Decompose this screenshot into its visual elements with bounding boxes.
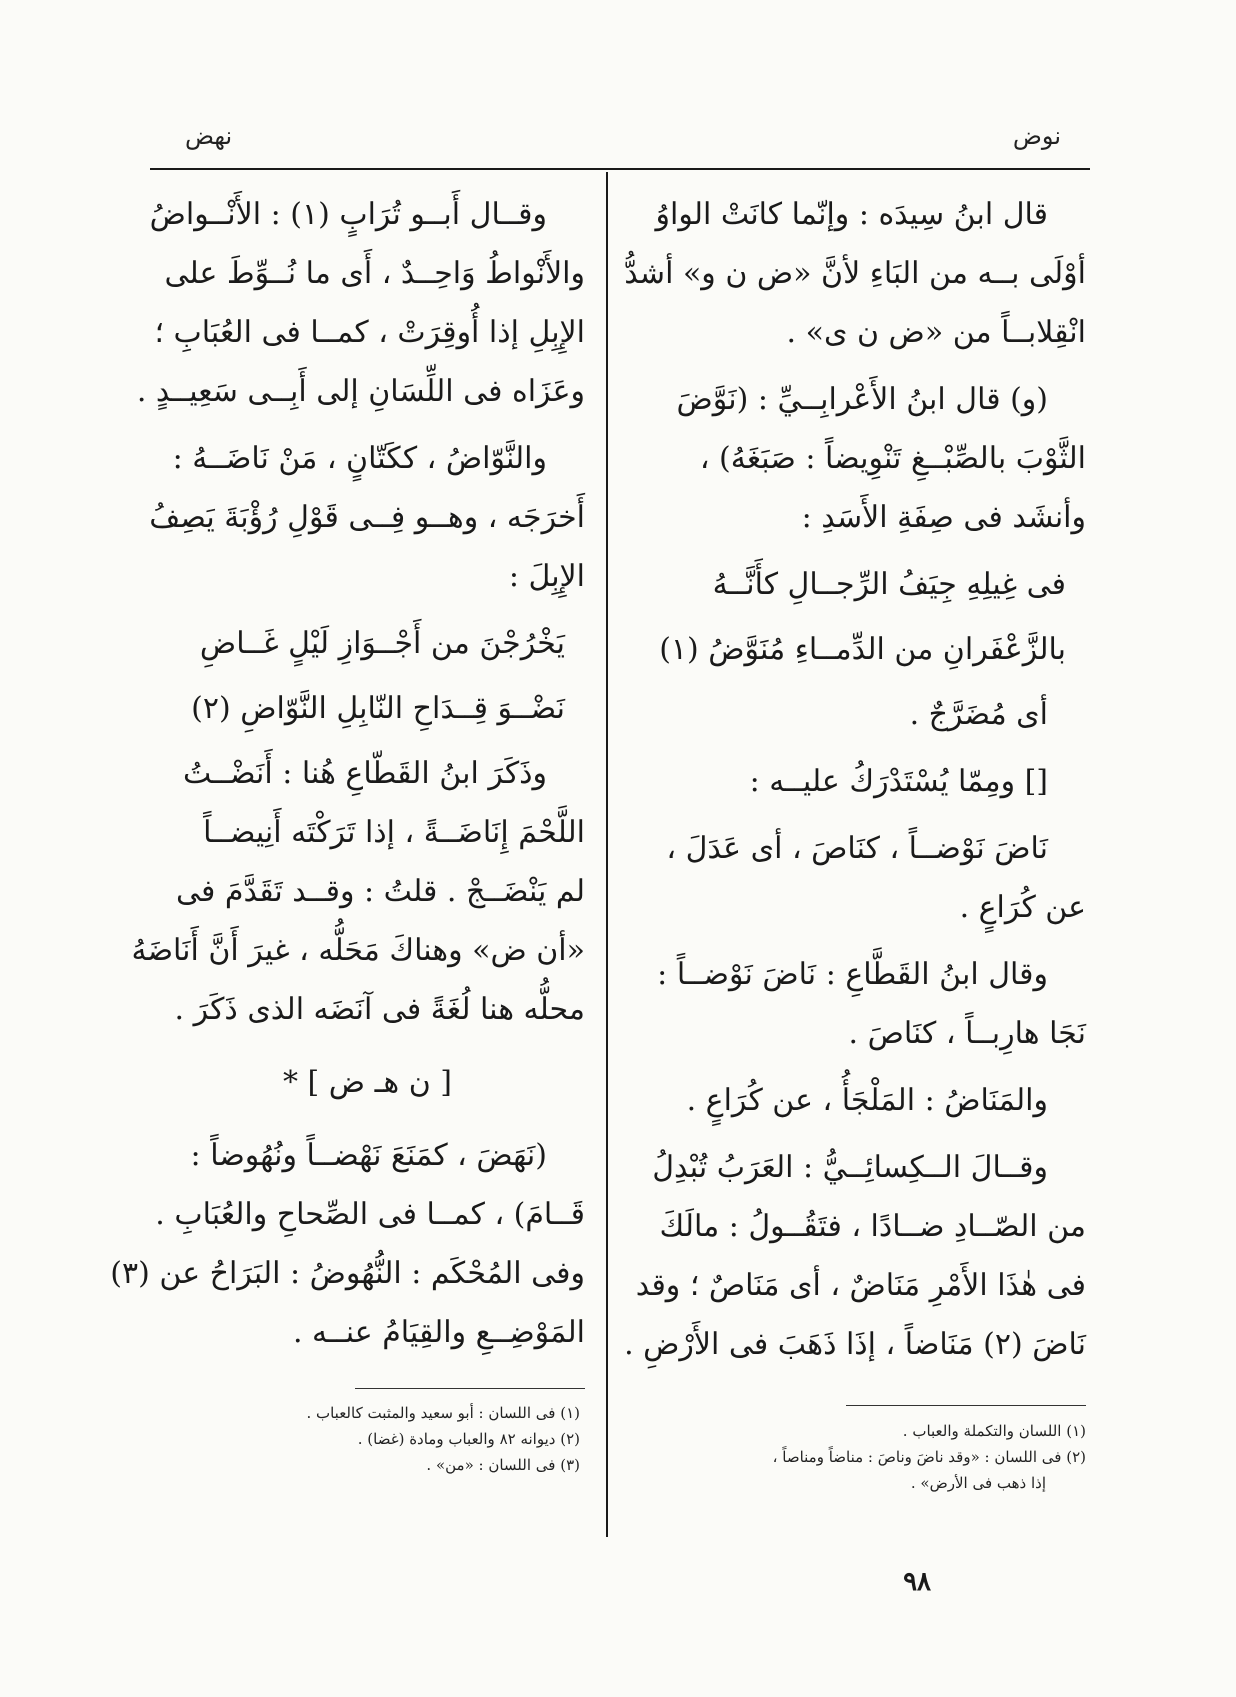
text-line: أى مُضَرَّجٌ . xyxy=(909,697,1048,732)
text-line: فى هٰذَا الأَمْرِ مَنَاضٌ ، أى مَنَاصٌ ؛ وقد xyxy=(635,1268,1086,1303)
text-line: وأنشَد فى صِفَةِ الأَسَدِ : xyxy=(801,500,1086,535)
running-head-right: نوض xyxy=(1012,122,1061,150)
paragraph-gloss xyxy=(656,685,1086,744)
footnote: (١) فى اللسان : أبو سعيد والمثبت كالعباب . xyxy=(306,1404,580,1422)
right-column xyxy=(624,185,1086,1382)
text-line: وقال ابنُ القَطَّاعِ : نَاضَ نَوْضــاً : xyxy=(657,957,1048,992)
text-line: والأَنْواطُ وَاحِــدٌ ، أَى ما نُــوِّطَ على xyxy=(164,256,585,291)
text-line: عن كُرَاعٍ . xyxy=(959,890,1086,925)
text-line: نَاضَ نَوْضــاً ، كنَاصَ ، أى عَدَلَ ، xyxy=(666,831,1048,866)
text-line: (نَهَضَ ، كمَنَعَ نَهْضــاً ونُهُوضاً : xyxy=(190,1138,547,1173)
verse-line: يَخْرُجْنَ من أَجْــوَازِ لَيْلٍ غَــاضِ xyxy=(199,626,565,661)
paragraph-kisai xyxy=(624,1138,1086,1374)
footnotes-right xyxy=(646,1418,1086,1496)
text-line: قال ابنُ سِيدَه : وإنّما كانَتْ الواوُ xyxy=(655,197,1048,232)
footnote: (٣) فى اللسان : «من» . xyxy=(426,1456,580,1474)
text-line: انْقِلابــاً من «ض ن ى» . xyxy=(786,315,1086,350)
footnote-continuation: إذا ذهب فى الأرض» . xyxy=(910,1474,1046,1492)
footnote-rule-right xyxy=(846,1405,1086,1406)
text-line: نَاضَ (٢) مَنَاضاً ، إذَا ذَهَبَ فى الأَرْضِ . xyxy=(624,1327,1086,1362)
text-line: الثَّوْبَ بالصِّبْــغِ تَنْوِيضاً : صَبَغَهُ) ، xyxy=(699,441,1086,476)
paragraph-manad xyxy=(656,1071,1086,1130)
verse-line: بالزَّعْفَرانِ من الدِّمــاءِ مُنَوَّضُ (١) xyxy=(659,632,1066,667)
footnote: (٢) ديوانه ٨٢ والعباب ومادة (غضا) . xyxy=(357,1430,580,1448)
left-column xyxy=(110,185,585,1370)
text-line: الإِبِلَ : xyxy=(508,559,585,594)
text-line: والمَنَاضُ : المَلْجَأُ ، عن كُرَاعٍ . xyxy=(686,1083,1048,1118)
text-line: قَــامَ) ، كمــا فى الصِّحاحِ والعُبَابِ . xyxy=(155,1197,585,1232)
header-rule xyxy=(150,168,1090,170)
footnote-rule-left xyxy=(355,1388,585,1389)
paragraph-anadtu xyxy=(131,744,585,1039)
footnote: (٢) فى اللسان : «وقد ناضَ وناصَ : مناضاً ومناصاً ، xyxy=(772,1448,1086,1466)
text-line: وقــالَ الــكِسائِــيُّ : العَرَبُ تُبْدِلُ xyxy=(652,1150,1048,1185)
entry-heading: [ ن هـ ض ] * xyxy=(283,1065,452,1100)
text-line: أوْلَى بــه من البَاءِ لأنَّ «ض ن و» أشدُّ xyxy=(624,256,1086,291)
text-line: وذَكَرَ ابنُ القَطّاعِ هُنا : أَنَضْــتُ xyxy=(182,756,547,791)
paragraph-ibn-arabi xyxy=(656,370,1086,547)
paragraph-mustadrak xyxy=(656,752,1086,811)
paragraph-ibn-qattaa xyxy=(656,945,1086,1063)
text-line: وقــال أَبــو تُرَابٍ (١) : الأَنْــواضُ xyxy=(149,197,547,232)
verse-line: نَضْــوَ قِــدَاحِ النّابِلِ النَّوّاضِ (٢) xyxy=(191,691,565,726)
text-line: من الصّــادِ ضــادًا ، فتَقُــولُ : مالَكَ xyxy=(659,1209,1086,1244)
page-number: ٩٨ xyxy=(903,1567,931,1597)
footnotes-left xyxy=(150,1400,580,1478)
footnote: (١) اللسان والتكملة والعباب . xyxy=(902,1422,1086,1440)
paragraph-ibn-sidah xyxy=(624,185,1086,362)
text-line: أَخرَجَه ، وهــو فِــى قَوْلِ رُؤْبَةَ يَصِفُ xyxy=(149,500,585,535)
text-line: لم يَنْضَــجْ . قلتُ : وقــد تَقَدَّمَ فى xyxy=(176,874,585,909)
text-line: الإِبِلِ إذا أُوقِرَتْ ، كمــا فى العُبَابِ ؛ xyxy=(154,315,585,350)
verse-line: فى غِيلِهِ جِيَفُ الرِّجــالِ كأَنَّــهُ xyxy=(712,567,1066,602)
text-line: وفى المُحْكَم : النُّهُوضُ : البَرَاحُ عن (٣) xyxy=(110,1256,585,1291)
column-divider xyxy=(606,172,608,1537)
text-line: وعَزَاه فى اللِّسَانِ إلى أَبِــى سَعِيــدٍ . xyxy=(136,374,585,409)
text-line: [] ومِمّا يُسْتَدْرَكُ عليــه : xyxy=(749,764,1048,799)
paragraph-nawwad xyxy=(150,429,585,606)
text-line: محلُّه هنا لُغَةً فى آنَضَه الذى ذَكَرَ . xyxy=(174,992,585,1027)
text-line: والنَّوّاضُ ، ككَتّانٍ ، مَنْ نَاضَــهُ : xyxy=(172,441,547,476)
paragraph-abu-turab xyxy=(136,185,585,421)
paragraph-nahada xyxy=(110,1126,585,1362)
text-line: نَجَا هارِبــاً ، كنَاصَ . xyxy=(848,1016,1086,1051)
text-line: «أن ض» وهناكَ مَحَلُّه ، غيرَ أَنَّ أَنَاضَهُ xyxy=(131,933,585,968)
running-head-left: نهض xyxy=(185,122,233,150)
text-line: المَوْضِــعِ والقِيَامُ عنــه . xyxy=(292,1315,585,1350)
text-line: اللَّحْمَ إِنَاضَــةً ، إذا تَرَكْتَه أَنِيضــاً xyxy=(203,815,585,850)
paragraph-nawd xyxy=(656,819,1086,937)
text-line: (و) قال ابنُ الأَعْرابِــيِّ : (نَوَّضَ xyxy=(676,382,1048,417)
